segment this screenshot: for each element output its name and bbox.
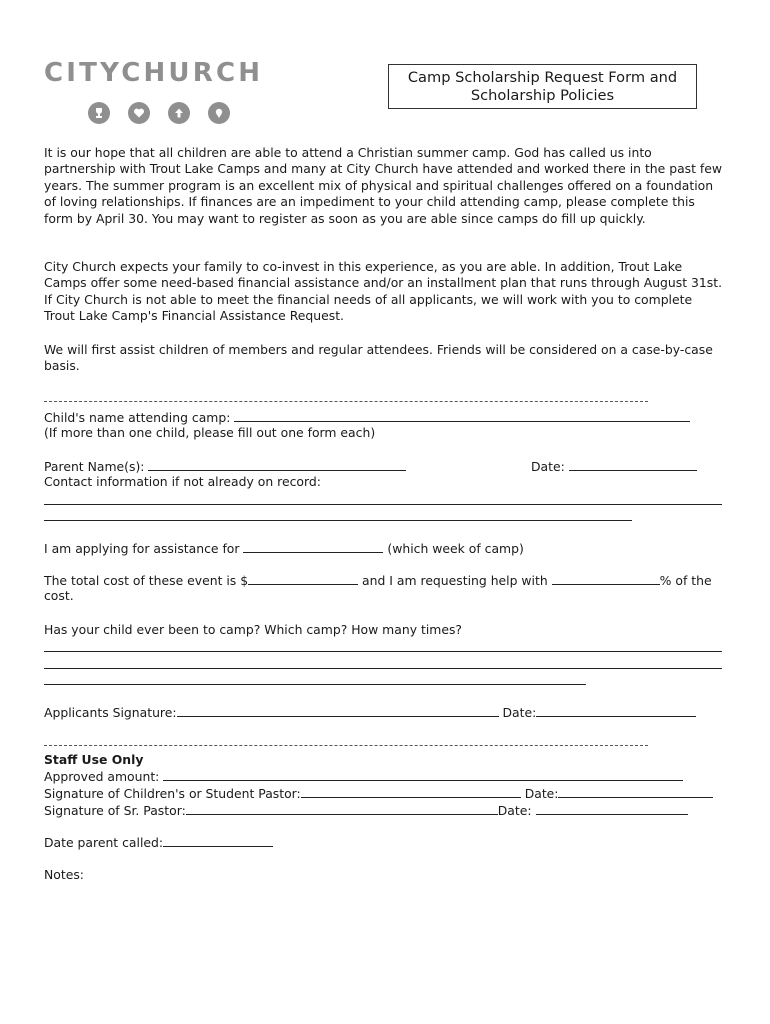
child-name-label: Child's name attending camp: xyxy=(44,410,231,425)
staff-section-divider xyxy=(44,745,648,746)
parent-date-field[interactable] xyxy=(569,458,697,471)
cost-wrap-text: cost. xyxy=(44,588,74,603)
cost-middle-text: and I am requesting help with xyxy=(362,573,548,588)
applicant-signature-field[interactable] xyxy=(177,704,499,717)
pastor-signature-label: Signature of Children's or Student Pastor: xyxy=(44,786,301,801)
percent-field[interactable] xyxy=(552,572,660,585)
heart-icon xyxy=(128,102,150,124)
camp-history-line-3[interactable] xyxy=(44,684,586,685)
child-name-row xyxy=(44,409,690,426)
form-title: Camp Scholarship Request Form and Scholarship Policies xyxy=(407,68,678,104)
parent-name-field[interactable] xyxy=(148,458,406,471)
applicant-signature-row xyxy=(44,704,696,721)
contact-field-line-2[interactable] xyxy=(44,520,632,521)
pastor-date-label: Date: xyxy=(524,786,559,801)
location-icon xyxy=(208,102,230,124)
assistance-label: I am applying for assistance for xyxy=(44,541,240,556)
cost-label: The total cost of these event is $ xyxy=(44,573,249,588)
parent-called-row xyxy=(44,834,273,851)
approved-amount-row xyxy=(44,768,683,785)
form-title-box xyxy=(388,64,697,109)
camp-history-line-2[interactable] xyxy=(44,668,722,669)
parent-name-label: Parent Name(s): xyxy=(44,459,145,474)
pastor-signature-row xyxy=(44,785,713,802)
intro-paragraph-3: We will first assist children of members and regular attendees. Friends will be considered on a case-by-case basis. xyxy=(44,342,713,374)
applicant-date-label: Date: xyxy=(502,705,537,720)
sr-pastor-date-field[interactable] xyxy=(536,802,688,815)
sr-pastor-signature-label: Signature of Sr. Pastor: xyxy=(44,803,186,818)
applicant-date-field[interactable] xyxy=(536,704,696,717)
assistance-row xyxy=(44,540,524,557)
cost-suffix: % of the xyxy=(659,573,712,588)
contact-field-line-1[interactable] xyxy=(44,504,722,505)
child-name-field[interactable] xyxy=(234,409,690,422)
staff-heading: Staff Use Only xyxy=(44,752,144,767)
parent-name-row xyxy=(44,458,406,475)
trophy-icon xyxy=(88,102,110,124)
camp-week-field[interactable] xyxy=(243,540,383,553)
contact-label: Contact information if not already on record: xyxy=(44,474,321,489)
sr-pastor-date-label: Date: xyxy=(497,803,532,818)
camp-history-line-1[interactable] xyxy=(44,651,722,652)
approved-amount-field[interactable] xyxy=(163,768,683,781)
camp-history-question: Has your child ever been to camp? Which camp? How many times? xyxy=(44,622,462,637)
parent-called-field[interactable] xyxy=(163,834,273,847)
parent-called-label: Date parent called: xyxy=(44,835,164,850)
assistance-suffix: (which week of camp) xyxy=(387,541,524,556)
pastor-date-field[interactable] xyxy=(558,785,713,798)
logo-icon-row xyxy=(88,102,230,124)
applicant-signature-label: Applicants Signature: xyxy=(44,705,177,720)
parent-date-row xyxy=(531,458,697,475)
intro-paragraph-1: It is our hope that all children are able to attend a Christian summer camp. God has called us into partnership with Trout Lake Camps and many at City Church have attended and worked there in the past few years. The summer program is an excellent mix of physical and spiritual challenges offered on a foundation of loving relationships. If finances are an impediment to your child attending camp, please complete this form by April 30. You may want to register as soon as you are able since camps do fill up quickly. xyxy=(44,145,723,226)
intro-paragraph-2: City Church expects your family to co-invest in this experience, as you are able. In addition, Trout Lake Camps offer some need-based financial assistance and/or an installment plan that runs through August 31st. If City Church is not able to meet the financial needs of all applicants, we will work with you to complete Trout Lake Camp's Financial Assistance Request. xyxy=(44,259,723,324)
child-name-note: (If more than one child, please fill out one form each) xyxy=(44,425,376,440)
notes-label: Notes: xyxy=(44,867,84,882)
approved-amount-label: Approved amount: xyxy=(44,769,160,784)
pastor-signature-field[interactable] xyxy=(301,785,521,798)
sr-pastor-signature-field[interactable] xyxy=(186,802,498,815)
total-cost-field[interactable] xyxy=(248,572,358,585)
church-logo-text: CITYCHURCH xyxy=(44,58,264,88)
cost-row xyxy=(44,572,712,589)
arrow-up-icon xyxy=(168,102,190,124)
parent-date-label: Date: xyxy=(531,459,565,474)
sr-pastor-signature-row xyxy=(44,802,688,819)
section-divider xyxy=(44,401,648,402)
